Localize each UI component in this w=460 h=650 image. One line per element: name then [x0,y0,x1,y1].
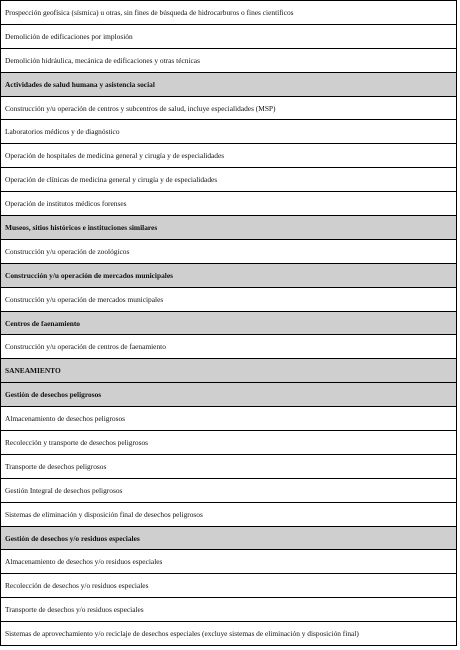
row-label: Gestión Integral de desechos peligrosos [5,485,123,495]
row-label: Transporte de desechos y/o residuos especiales [5,605,144,615]
table-row [1,144,456,168]
row-label: Almacenamiento de desechos y/o residuos especiales [5,557,163,567]
section-header-label: Museos, sitios históricos e instituciones similares [5,222,158,232]
row-label: Operación de hospitales de medicina general y cirugía y de especialidades [5,151,225,161]
row-label: Operación de clínicas de medicina general y cirugía y de especialidades [5,175,218,185]
table-row [1,479,456,503]
row-label: Operación de institutos médicos forenses [5,199,127,209]
row-label: Construcción y/u operación de zoológicos [5,246,130,256]
table-row [1,49,456,73]
section-header-row [1,359,456,383]
section-header-label: Actividades de salud humana y asistencia social [5,79,155,89]
section-header-label: SANEAMIENTO [5,366,61,376]
row-label: Sistemas de aprovechamiento y/o reciclaje de desechos especiales (excluye sistemas de eliminación y disposición final) [5,629,359,639]
row-label: Laboratorios médicos y de diagnóstico [5,127,120,137]
section-header-label: Construcción y/u operación de mercados municipales [5,270,173,280]
row-label: Demolición hidráulica, mecánica de edificaciones y otras técnicas [5,55,200,65]
table-row [1,288,456,312]
table-row [1,97,456,121]
row-label: Construcción y/u operación de centros de faenamiento [5,342,166,352]
table-row [1,574,456,598]
table-row [1,240,456,264]
row-label: Sistemas de eliminación y disposición final de desechos peligrosos [5,509,203,519]
section-header-row [1,527,456,551]
table-row [1,192,456,216]
row-label: Construcción y/u operación de mercados municipales [5,294,164,304]
section-header-label: Centros de faenamiento [5,318,80,328]
section-header-row [1,312,456,336]
section-header-row [1,264,456,288]
row-label: Recolección y transporte de desechos peligrosos [5,437,149,447]
row-label: Recolección de desechos y/o residuos especiales [5,581,149,591]
table-row [1,120,456,144]
section-header-label: Gestión de desechos y/o residuos especiales [5,533,140,543]
row-label: Demolición de edificaciones por implosión [5,31,133,41]
table-row [1,622,456,646]
table-row [1,335,456,359]
row-label: Construcción y/u operación de centros y subcentros de salud, incluye especialidades (MSP) [5,103,276,113]
table-row [1,503,456,527]
row-label: Prospección geofísica (sísmica) u otras, sin fines de búsqueda de hidrocarburos o fines científicos [5,7,294,17]
row-label: Almacenamiento de desechos peligrosos [5,414,126,424]
table-row [1,1,456,25]
section-header-label: Gestión de desechos peligrosos [5,390,102,400]
section-header-row [1,216,456,240]
section-header-row [1,383,456,407]
table-row [1,431,456,455]
table-row [1,25,456,49]
table-row [1,168,456,192]
table-row [1,550,456,574]
section-header-row [1,73,456,97]
table-row [1,598,456,622]
row-label: Transporte de desechos peligrosos [5,461,107,471]
table-row [1,407,456,431]
table-row [1,455,456,479]
